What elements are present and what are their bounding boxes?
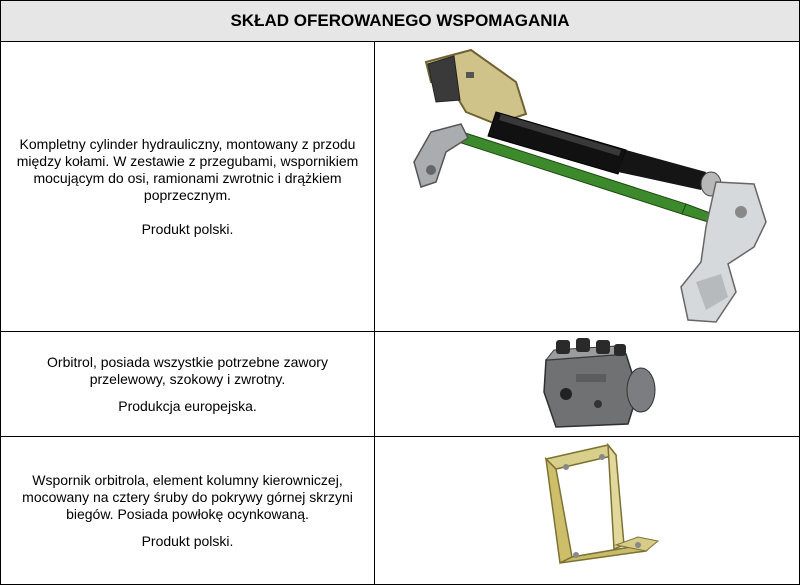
product-description: Kompletny cylinder hydrauliczny, montowany z przodu między kołami. W zestawie z przegubami, wspornikiem mocującym do osi, ramionami zwrotnic i drążkiem poprzecznym. <box>16 135 359 203</box>
table-row <box>1 42 799 332</box>
image-cell <box>376 437 799 584</box>
table-row <box>1 332 799 437</box>
table-row <box>1 437 799 584</box>
product-origin: Produkt polski. <box>141 532 234 549</box>
orbitrol-bracket-image <box>376 437 799 584</box>
product-description: Wspornik orbitrola, element kolumny kierowniczej, mocowany na cztery śruby do pokrywy górnej skrzyni biegów. Posiada powłokę ocynkowaną. <box>22 471 353 522</box>
product-origin: Produkt polski. <box>141 220 234 237</box>
image-cell <box>376 42 799 331</box>
image-cell <box>376 332 799 436</box>
description-cell <box>1 332 375 436</box>
orbitrol-image <box>376 332 799 436</box>
table-title: SKŁAD OFEROWANEGO WSPOMAGANIA <box>1 1 799 42</box>
description-cell <box>1 42 375 331</box>
product-origin: Produkcja europejska. <box>118 397 257 414</box>
description-cell <box>1 437 375 584</box>
product-description: Orbitrol, posiada wszystkie potrzebne zawory przelewowy, szokowy i zwrotny. <box>47 353 328 387</box>
hydraulic-cylinder-image <box>376 42 799 331</box>
